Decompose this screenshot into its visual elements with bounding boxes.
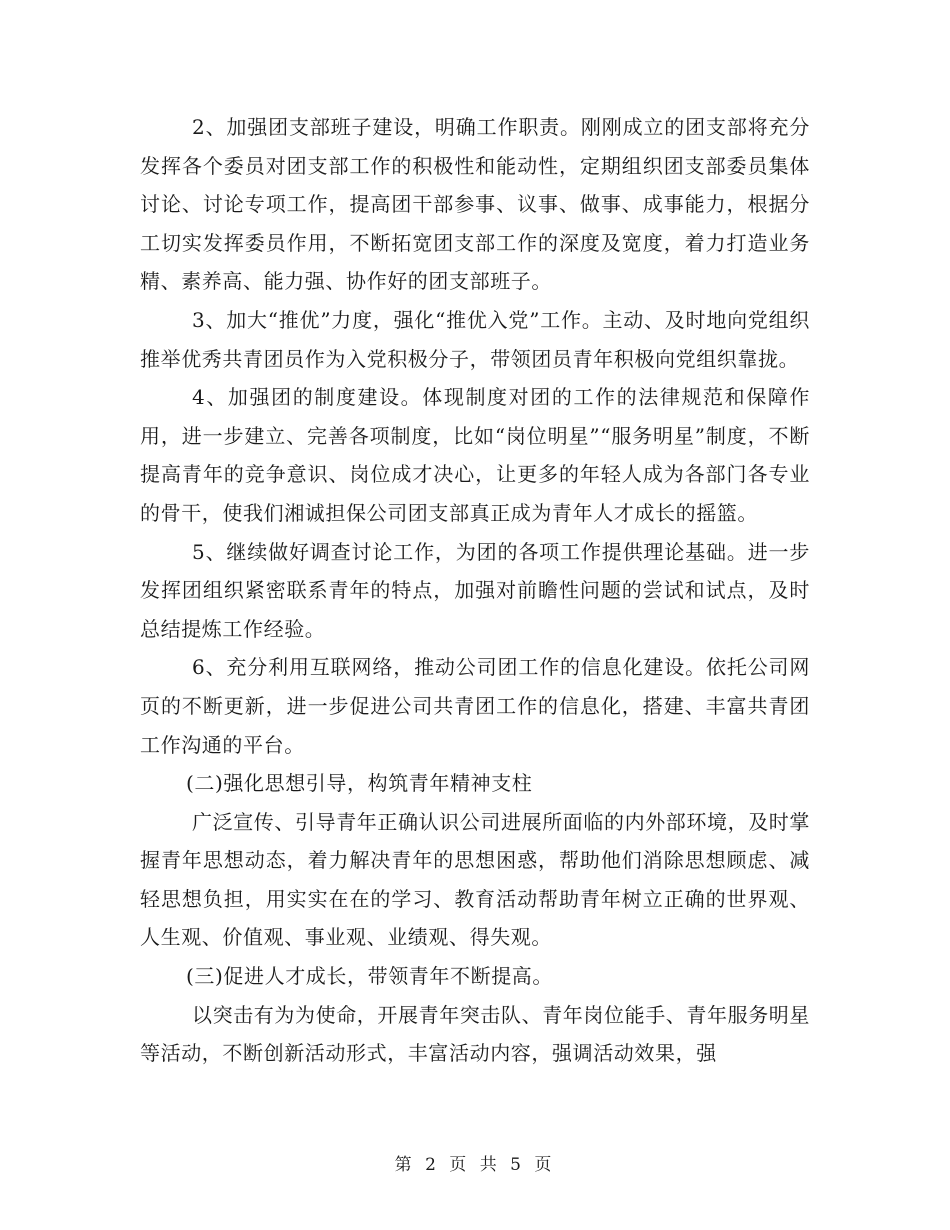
page-number-footer: 第 2 页 共 5 页 bbox=[394, 1155, 556, 1175]
paragraph-item-3: 3、加大“推优”力度，强化“推优入党”工作。主动、及时地向党组织推举优秀共青团员作为入党积极分子，带领团员青年积极向党组织靠拢。 bbox=[140, 307, 810, 371]
paragraph-section-3: 以突击有为为使命，开展青年突击队、青年岗位能手、青年服务明星等活动，不断创新活动形式，丰富活动内容，强调活动效果，强 bbox=[140, 1002, 810, 1066]
paragraph-item-4: 4、加强团的制度建设。体现制度对团的工作的法律规范和保障作用，进一步建立、完善各项制度，比如“岗位明星”“服务明星”制度，不断提高青年的竞争意识、岗位成才决心，让更多的年轻人成为各部门各专业的骨干，使我们湘诚担保公司团支部真正成为青年人才成长的摇篮。 bbox=[140, 385, 810, 525]
document-body bbox=[140, 108, 810, 1073]
section-heading-2: (二)强化思想引导，构筑青年精神支柱 bbox=[186, 771, 533, 796]
paragraph-item-2: 2、加强团支部班子建设，明确工作职责。刚刚成立的团支部将充分发挥各个委员对团支部工作的积极性和能动性，定期组织团支部委员集体讨论、讨论专项工作，提高团干部参事、议事、做事、成事能力，根据分工切实发挥委员作用，不断拓宽团支部工作的深度及宽度，着力打造业务精、素养高、能力强、协作好的团支部班子。 bbox=[140, 115, 810, 294]
paragraph-item-6: 6、充分利用互联网络，推动公司团工作的信息化建设。依托公司网页的不断更新，进一步促进公司共青团工作的信息化，搭建、丰富共青团工作沟通的平台。 bbox=[140, 655, 810, 757]
section-heading-3: (三)促进人才成长，带领青年不断提高。 bbox=[186, 964, 554, 989]
paragraph-item-5: 5、继续做好调查讨论工作，为团的各项工作提供理论基础。进一步发挥团组织紧密联系青年的特点，加强对前瞻性问题的尝试和试点，及时总结提炼工作经验。 bbox=[140, 539, 810, 641]
paragraph-section-2: 广泛宣传、引导青年正确认识公司进展所面临的内外部环境，及时掌握青年思想动态，着力解决青年的思想困惑，帮助他们消除思想顾虑、减轻思想负担，用实实在在的学习、教育活动帮助青年树立正确的世界观、人生观、价值观、事业观、业绩观、得失观。 bbox=[140, 809, 810, 950]
